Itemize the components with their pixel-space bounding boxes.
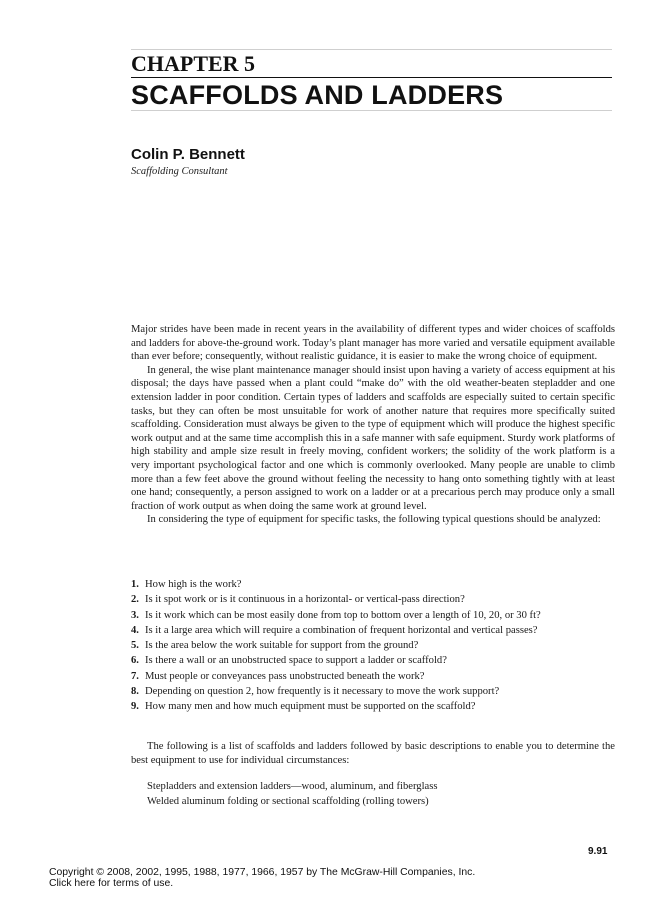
question-text: Is it spot work or is it continuous in a horizontal- or vertical-pass direction? — [145, 594, 465, 606]
equipment-item: Welded aluminum folding or sectional scaffolding (rolling towers) — [147, 796, 429, 807]
question-text: Must people or conveyances pass unobstructed beneath the work? — [145, 670, 425, 682]
question-number: 1. — [131, 579, 139, 590]
header-rule-top — [131, 49, 612, 50]
header-rule-middle — [131, 77, 612, 78]
question-number: 8. — [131, 686, 139, 698]
question-text: How many men and how much equipment must be supported on the scaffold? — [145, 701, 476, 713]
question-text: Is there a wall or an unobstructed space to support a ladder or scaffold? — [145, 655, 447, 667]
author-name: Colin P. Bennett — [131, 146, 245, 163]
question-text: How high is the work? — [145, 579, 242, 590]
author-role: Scaffolding Consultant — [131, 166, 228, 177]
question-number: 9. — [131, 701, 139, 713]
header-rule-bottom — [131, 110, 612, 111]
question-number: 6. — [131, 655, 139, 667]
question-number: 4. — [131, 624, 139, 636]
question-list — [131, 577, 615, 715]
chapter-label: CHAPTER 5 — [131, 51, 256, 76]
question-number: 7. — [131, 670, 139, 682]
question-item — [131, 592, 615, 607]
equipment-list — [147, 779, 438, 809]
equipment-item: Stepladders and extension ladders—wood, aluminum, and fiberglass — [147, 781, 438, 792]
question-item — [131, 699, 615, 714]
copyright-notice: Copyright © 2008, 2002, 1995, 1988, 1977, 1966, 1957 by The McGraw-Hill Companies, Inc. — [49, 867, 476, 878]
question-item — [131, 684, 615, 699]
question-item — [131, 653, 615, 668]
body-paragraph: In general, the wise plant maintenance manager should insist upon having a variety of access equipment at his disposal; the days have passed when a plant could “make do” with the old weather-beaten stepladder and one extension ladder in poor condition. Certain types of ladders and scaffolds are especially suited to certain specific tasks, but they can often be most unsuitable for work of another nature that requires more specifically suited scaffolding. Consideration must always be given to the type of equipment which will produce the highest specific work output and at the same time accomplish this in a safe manner with safe equipment. Sturdy work platforms of high stability and ample size result in freely moving, confident workers; the solidity of the work platform is a very important psychological factor and one which is commonly overlooked. Many people are unable to climb more than a few feet above the ground without feeling the necessity to hang onto something tightly with at least one hand; consequently, a person assigned to work on a ladder or at a precarious perch may produce only a small fraction of work output as when doing the same work at ground level. — [131, 364, 615, 512]
question-item — [131, 623, 615, 638]
question-text: Is it a large area which will require a combination of frequent horizontal and vertical passes? — [145, 624, 538, 636]
terms-of-use-link[interactable]: Click here for terms of use. — [49, 878, 174, 889]
chapter-title: SCAFFOLDS AND LADDERS — [131, 80, 504, 110]
equipment-intro: The following is a list of scaffolds and ladders followed by basic descriptions to enable you to determine the best equipment to use for individual circumstances: — [131, 741, 615, 766]
question-number: 2. — [131, 594, 139, 606]
question-item — [131, 669, 615, 684]
question-text: Depending on question 2, how frequently is it necessary to move the work support? — [145, 686, 500, 698]
question-item — [131, 577, 615, 592]
body-text — [131, 323, 615, 527]
question-item — [131, 638, 615, 653]
page-number: 9.91 — [588, 846, 608, 857]
question-item — [131, 608, 615, 623]
question-number: 3. — [131, 609, 139, 621]
body-paragraph: Major strides have been made in recent years in the availability of different types and wider choices of scaffolds and ladders for above-the-ground work. Today’s plant manager has more varied and versatile equipment available than ever before; consequently, without realistic guidance, it is easier to make the wrong choice of equipment. — [131, 324, 615, 363]
question-text: Is the area below the work suitable for support from the ground? — [145, 640, 419, 652]
body-paragraph: In considering the type of equipment for specific tasks, the following typical questions should be analyzed: — [147, 514, 601, 526]
question-text: Is it work which can be most easily done from top to bottom over a length of 10, 20, or 30 ft? — [145, 609, 541, 621]
question-number: 5. — [131, 640, 139, 652]
